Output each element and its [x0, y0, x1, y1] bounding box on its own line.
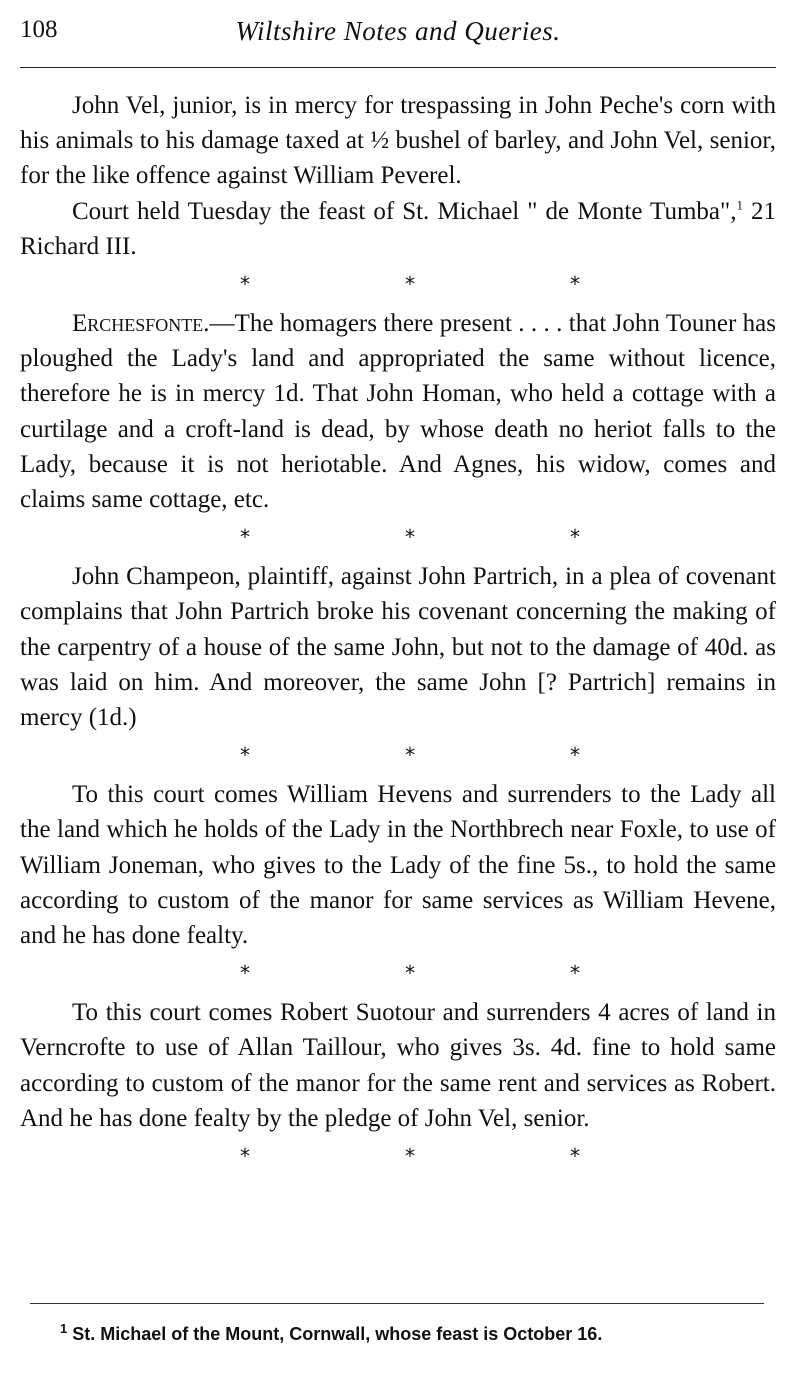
paragraph-suotour-surrender: To this court comes Robert Suotour and surrenders 4 acres of land in Verncrofte to use of Allan Taillour, who gives 3s. 4d. fine to hold same according to custom of the manor for the same rent and services as Robert. And he has done fealty by the pledge of John Vel, senior.	[20, 999, 776, 1132]
asterisk: *	[405, 525, 415, 550]
asterisk: *	[570, 272, 580, 297]
footnote-ref: 1	[736, 197, 743, 213]
footnote-text: St. Michael of the Mount, Cornwall, whose feast is October 16.	[67, 1324, 603, 1344]
section-separator	[240, 735, 580, 777]
asterisk: *	[240, 743, 250, 768]
journal-title: Wiltshire Notes and Queries.	[235, 16, 561, 46]
footnote-rule	[30, 1303, 764, 1304]
asterisk: *	[570, 525, 580, 550]
asterisk: *	[240, 961, 250, 986]
court-held-text-end: 21 Richard III.	[20, 197, 776, 260]
asterisk: *	[405, 1144, 415, 1169]
asterisk: *	[570, 1144, 580, 1169]
body-text	[20, 88, 776, 1178]
asterisk: *	[240, 525, 250, 550]
place-name: Erchesfonte.	[72, 310, 210, 338]
section-separator	[240, 517, 580, 559]
asterisk: *	[240, 272, 250, 297]
footnote	[60, 1321, 776, 1345]
paragraph-hevens-surrender: To this court comes William Hevens and surrenders to the Lady all the land which he holds of the Lady in the Northbrech near Foxle, to use of William Joneman, who gives to the Lady of the fine 5s., to hold the same according to custom of the manor for same services as William Hevene, and he has done fealty.	[20, 781, 776, 950]
section-separator	[240, 264, 580, 306]
paragraph-champeon-plea: John Champeon, plaintiff, against John Partrich, in a plea of covenant complains that John Partrich broke his covenant concerning the making of the carpentry of a house of the same John, but not to the damage of 40d. as was laid on him. And moreover, the same John [? Partrich] remains in mercy (1d.)	[20, 563, 776, 732]
asterisk: *	[405, 743, 415, 768]
paragraph-erchesfonte	[20, 306, 776, 517]
erchesfonte-text: —The homagers there present . . . . that John Touner has ploughed the Lady's land and appropriated the same without licence, therefore he is in mercy 1d. That John Homan, who held a cottage with a curtilage and a croft-land is dead, by whose death no heriot falls to the Lady, because it is not heriotable. And Agnes, his widow, comes and claims same cottage, etc.	[20, 310, 776, 514]
page-number: 108	[20, 16, 58, 43]
section-separator	[240, 1136, 580, 1178]
header-rule	[20, 67, 776, 68]
asterisk: *	[240, 1144, 250, 1169]
asterisk: *	[405, 961, 415, 986]
asterisk: *	[570, 743, 580, 768]
paragraph-vel-trespass: John Vel, junior, is in mercy for trespassing in John Peche's corn with his animals to his damage taxed at ½ bushel of barley, and John Vel, senior, for the like offence against William Peverel.	[20, 92, 776, 190]
asterisk: *	[405, 272, 415, 297]
asterisk: *	[570, 961, 580, 986]
running-head	[20, 16, 776, 56]
section-separator	[240, 953, 580, 995]
paragraph-court-held	[20, 194, 776, 264]
footnote-marker: 1	[60, 1321, 68, 1336]
court-held-text: Court held Tuesday the feast of St. Michael " de Monte Tumba",	[72, 197, 737, 225]
